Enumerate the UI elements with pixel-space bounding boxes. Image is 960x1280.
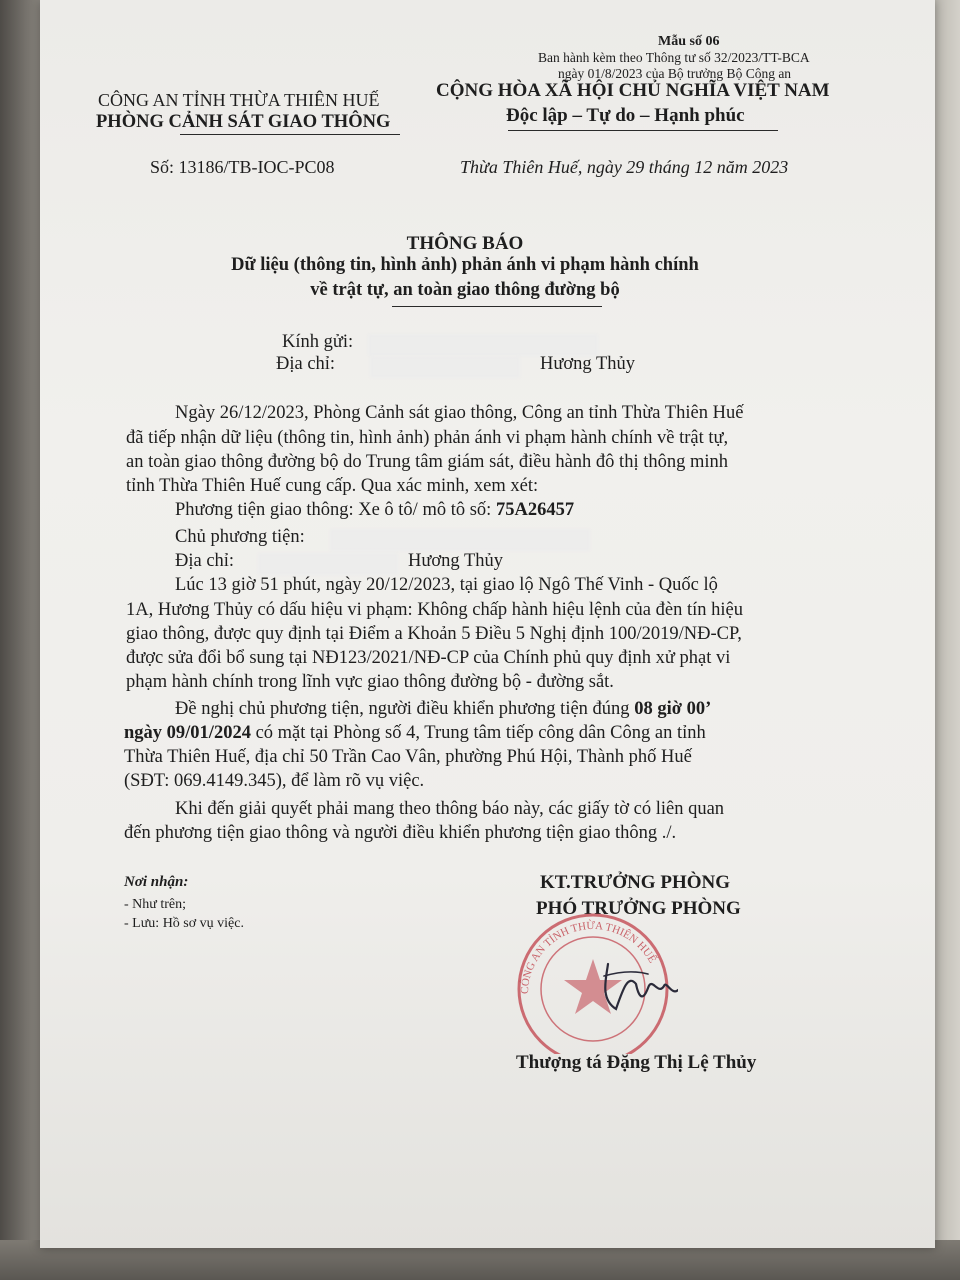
paragraph-2-line-4: được sửa đổi bổ sung tại NĐ123/2021/NĐ-CP của Chính phủ quy định xử phạt vi (126, 648, 731, 668)
place-date: Thừa Thiên Huế, ngày 29 tháng 12 năm 2023 (460, 157, 789, 177)
paragraph-1-line-1: Ngày 26/12/2023, Phòng Cảnh sát giao thông, Công an tỉnh Thừa Thiên Huế (175, 403, 744, 423)
vehicle-label: Phương tiện giao thông: Xe ô tô/ mô tô số: (175, 500, 496, 520)
recipients-item-2: - Lưu: Hồ sơ vụ việc. (124, 916, 244, 931)
paragraph-1-line-4: tỉnh Thừa Thiên Huế cung cấp. Qua xác minh, xem xét: (126, 476, 539, 496)
issuing-department: PHÒNG CẢNH SÁT GIAO THÔNG (96, 112, 391, 132)
paragraph-2-line-3: giao thông, được quy định tại Điểm a Khoản 5 Điều 5 Nghị định 100/2019/NĐ-CP, (126, 624, 742, 644)
form-reference-line-2: ngày 01/8/2023 của Bộ trưởng Bộ Công an (558, 66, 792, 81)
paragraph-3-line-2 (124, 723, 706, 744)
header-divider-right (508, 130, 778, 131)
redacted-address (370, 356, 520, 378)
title-divider (392, 306, 602, 307)
vehicle-line (175, 500, 574, 521)
appointment-request: Đề nghị chủ phương tiện, người điều khiển phương tiện đúng (175, 699, 635, 719)
paragraph-1-line-3: an toàn giao thông đường bộ do Trung tâm giám sát, điều hành đô thị thông minh (126, 452, 729, 472)
header-divider-left (180, 134, 400, 135)
photo-background-left (0, 0, 40, 1280)
paragraph-3-line-1 (175, 699, 711, 720)
paragraph-2-line-5: phạm hành chính trong lĩnh vực giao thông đường bộ - đường sắt. (126, 672, 614, 692)
redacted-owner (330, 529, 590, 551)
owner-address-value: Hương Thủy (408, 551, 504, 571)
appointment-time: 08 giờ 00’ (634, 699, 712, 719)
signer-name: Thượng tá Đặng Thị Lệ Thủy (516, 1052, 757, 1073)
signature-title-2: PHÓ TRƯỞNG PHÒNG (536, 898, 741, 919)
paragraph-4-line-2: đến phương tiện giao thông và người điều khiển phương tiện giao thông ./. (124, 823, 677, 843)
issuing-agency: CÔNG AN TỈNH THỪA THIÊN HUẾ (98, 90, 380, 110)
paragraph-3-line-4: (SĐT: 069.4149.345), để làm rõ vụ việc. (124, 771, 425, 791)
appointment-date: ngày 09/01/2024 (124, 723, 251, 743)
owner-label: Chủ phương tiện: (175, 527, 305, 547)
form-reference-line-1: Ban hành kèm theo Thông tư số 32/2023/TT-BCA (538, 50, 810, 65)
signature-title-1: KT.TRƯỞNG PHÒNG (540, 872, 730, 893)
document-page (40, 0, 935, 1248)
paragraph-2-line-1: Lúc 13 giờ 51 phút, ngày 20/12/2023, tại giao lộ Ngô Thế Vinh - Quốc lộ (175, 575, 718, 595)
owner-address-label: Địa chỉ: (175, 551, 235, 571)
redacted-recipient (368, 334, 598, 356)
paragraph-2-line-2: 1A, Hương Thủy có dấu hiệu vi phạm: Không chấp hành hiệu lệnh của đèn tín hiệu (126, 600, 743, 620)
recipient-address-value: Hương Thủy (540, 354, 636, 374)
official-stamp (508, 904, 678, 1054)
redacted-owner-address (258, 553, 398, 575)
recipient-address-label: Địa chỉ: (276, 354, 336, 374)
document-subtitle-2: về trật tự, an toàn giao thông đường bộ (310, 280, 620, 300)
recipients-item-1: - Như trên; (124, 897, 187, 912)
stamp-text: CÔNG AN TỈNH THỪA THIÊN HUẾ (518, 919, 659, 995)
paragraph-3-line-3: Thừa Thiên Huế, địa chỉ 50 Trần Cao Vân, phường Phú Hội, Thành phố Huế (124, 747, 692, 767)
paragraph-4-line-1: Khi đến giải quyết phải mang theo thông báo này, các giấy tờ có liên quan (175, 799, 725, 819)
recipient-label: Kính gửi: (282, 332, 354, 352)
vehicle-plate: 75A26457 (495, 500, 575, 520)
paragraph-1-line-2: đã tiếp nhận dữ liệu (thông tin, hình ảnh) phản ánh vi phạm hành chính về trật tự, (126, 428, 729, 448)
national-motto: Độc lập – Tự do – Hạnh phúc (506, 105, 745, 126)
document-title: THÔNG BÁO (406, 233, 524, 254)
national-title: CỘNG HÒA XÃ HỘI CHỦ NGHĨA VIỆT NAM (436, 80, 830, 101)
recipients-heading: Nơi nhận: (124, 874, 189, 890)
form-number: Mẫu số 06 (658, 34, 720, 49)
document-subtitle-1: Dữ liệu (thông tin, hình ảnh) phản ánh vi phạm hành chính (231, 255, 699, 275)
document-number: Số: 13186/TB-IOC-PC08 (150, 157, 335, 177)
appointment-location: có mặt tại Phòng số 4, Trung tâm tiếp công dân Công an tỉnh (250, 723, 706, 743)
